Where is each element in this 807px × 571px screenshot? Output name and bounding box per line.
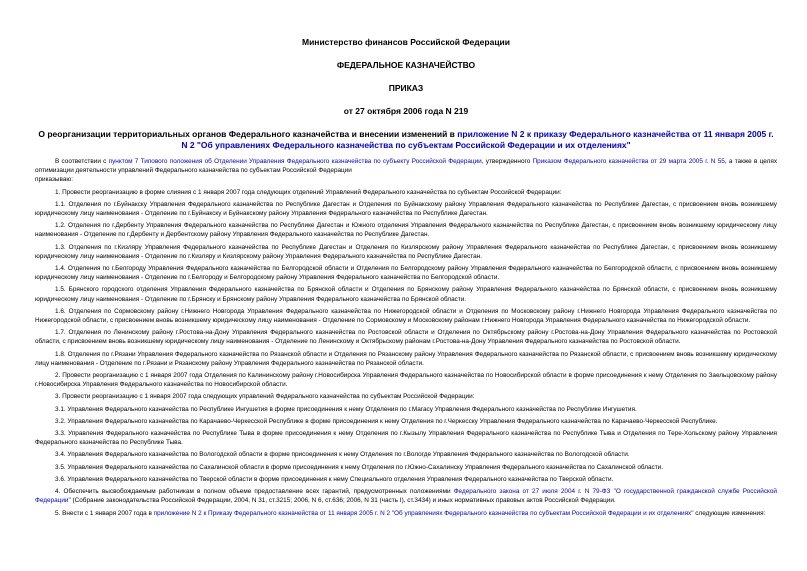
doc-date-number: от 27 октября 2006 года N 219 [343,106,469,116]
document-body [35,157,777,518]
treasury-heading: ФЕДЕРАЛЬНОЕ КАЗНАЧЕЙСТВО [336,60,476,70]
paragraph-3: 3. Провести реорганизацию с 1 января 2007 года следующих управлений Федерального казначейства по субъектам Российской Федерации: [55,393,475,401]
title-link-order-2[interactable]: приложение N 2 к приказу Федерального казначейства от 11 января 2005 г. N 2 "Об управлениях Федерального казначейства по субъектам Российской Федерации и их отделениях" [181,129,774,150]
link-federal-law-79fz[interactable]: Федерального закона от 27 июля 2004 г. N 79-ФЗ "О государственной гражданской службе Российской Федерации" [35,488,777,505]
paragraph-1-8: 1.8. Отделения по г.Рязани Управления Федерального казначейства по Рязанской области и Отделения по Рязанскому району Управления Федерального казначейства по Рязанской области, с присвоением вновь возникшему юридическому лицу наименования - Отделение по г.Рязани и Рязанскому району Управления Федерального казначейства по Рязанской области. [35,350,777,367]
p5-text-2: следующие изменения: [693,509,766,517]
paragraph-2: 2. Провести реорганизацию с 1 января 2007 года Отделения по Калининскому району г.Новосибирска Управления Федерального казначейства по Новосибирской области в форме присоединения к нему Отделения по Заельцовскому району г.Новосибирска Управления Федерального казначейства по Новосибирской области. [35,372,777,389]
paragraph-5 [35,509,777,518]
paragraph-1-4: 1.4. Отделения по г.Белгороду Управления Федерального казначейства по Белгородской области и Отделения по Белгородскому району Управления Федерального казначейства по Белгородской области, с присвоением вновь возникшему юридическому лицу наименования - Отделение по г.Белгороду и Белгородскому району Управления Федерального казначейства по Белгородской области. [35,265,777,282]
p5-text-1: 5. Внести с 1 января 2007 года в [55,509,154,517]
paragraph-3-6: 3.6. Управления Федерального казначейства по Тверской области в форме присоединения к нему Специального отделения Управления Федерального казначейства по Тверской области. [55,475,614,483]
link-order-55[interactable]: Приказом Федерального казначейства от 29 марта 2005 г. N 55 [532,158,725,165]
p4-text-2: (Собрание законодательства Российской Федерации, 2004, N 31, ст.3215; 2006, N 6, ст.636; 2006, N 31 (часть I), ст.3434) и иных нормативных правовых актов Российской Федерации. [70,497,616,505]
paragraph-1: 1. Провести реорганизацию в форме слияния с 1 января 2007 года следующих отделений Управлений Федерального казначейства по субъектам Российской Федерации: [55,188,562,196]
paragraph-3-4: 3.4. Управления Федерального казначейства по Вологодской области в форме присоединения к нему Отделения по г.Вологде Управления Федерального казначейства по Вологодской области. [55,451,630,459]
link-typical-regulation[interactable]: пунктом 7 Типового положения об Отделении Управления Федерального казначейства по субъекту Российской Федерации [108,158,482,165]
intro-text-3: , а также в целях оптимизации деятельности управлений Федерального казначейства по субъектам Российской Федерации [35,158,778,175]
link-appendix-2-order-2[interactable]: приложение N 2 к Приказу Федерального казначейства от 11 января 2005 г. N 2 "Об управлениях Федерального казначейства по субъектам Российской Федерации и их отделениях" [153,509,694,517]
doc-type-heading: ПРИКАЗ [388,83,424,93]
ministry-heading: Министерство финансов Российской Федерации [302,37,510,47]
document-title [35,129,777,151]
paragraph-3-3: 3.3. Управления Федерального казначейства по Республике Тыва в форме присоединения к нему Отделения по г.Кызылу Управления Федерального казначейства по Республике Тыва и Отделения по Тере-Хольскому району Управления Федерального казначейства по Республике Тыва. [35,430,777,447]
p4-text-1: 4. Обеспечить высвобождаемым работникам в полном объеме предоставление всех гарантий, предусмотренных положениями [55,488,454,496]
paragraph-3-5: 3.5. Управления Федерального казначейства по Сахалинской области в форме присоединения к нему Отделения по г.Южно-Сахалинску Управления Федерального казначейства по Сахалинской области. [55,463,663,471]
paragraph-1-2: 1.2. Отделения по г.Дербенту Управления Федерального казначейства по Республике Дагестан и Южного отделения Управления Федерального казначейства по Республике Дагестан, с присвоением вновь возникшему юридическому лицу наименования - Отделение по г.Дербенту и Дербентскому району Управления Федерального казначейства по Республике Дагестан. [35,222,777,239]
paragraph-3-1: 3.1. Управления Федерального казначейства по Республике Ингушетия в форме присоединения к нему Отделения по г.Магасу Управления Федерального казначейства по Республике Ингушетия. [55,405,637,413]
paragraph-1-7: 1.7. Отделения по Ленинскому району г.Ростова-на-Дону Управления Федерального казначейства по Ростовской области и Отделения по Октябрьскому району г.Ростова-на-Дону Управления Федерального казначейства по Ростовской области, с присвоением вновь возникшему юридическому лицу наименования - Отделение по Ленинскому и Октябрьскому районам г.Ростова-на-Дону Управления Федерального казначейства по Ростовской области. [35,329,777,346]
intro-paragraph [35,157,777,175]
paragraph-3-2: 3.2. Управления Федерального казначейства по Карачаево-Черкесской Республике в форме присоединения к нему Отделения по г.Черкесску Управления Федерального казначейства по Карачаево-Черкесской Республике. [55,417,718,425]
order-word: приказываю: [35,176,73,184]
paragraph-1-1: 1.1. Отделения по г.Буйнакску Управления Федерального казначейства по Республике Дагестан и Отделения по Буйнакскому району Управления Федерального казначейства по Республике Дагестан, с присвоением вновь возникшему юридическому лицу наименования - Отделение по г.Буйнакску и Буйнакскому району Управления Федерального казначейства по Республике Дагестан. [35,200,777,218]
intro-text-2: , утвержденного [481,158,533,165]
title-prefix: О реорганизации территориальных органов Федерального казначейства и внесении изменений в [38,129,458,139]
paragraph-1-6: 1.6. Отделения по Сормовскому району г.Нижнего Новгорода Управления Федерального казначейства по Нижегородской области и Отделения по Московскому району г.Нижнего Новгорода Управления Федерального казначейства по Нижегородской области, с присвоением вновь возникшему юридическому лицу наименования - Отделение по Сормовскому и Московскому районам г.Нижнего Новгорода Управления Федерального казначейства по Нижегородской области. [35,307,777,325]
paragraph-4 [35,487,777,505]
paragraph-1-5: 1.5. Брянского городского отделения Управления Федерального казначейства по Брянской области и Отделения по Брянскому району Управления Федерального казначейства по Брянской области, с присвоением вновь возникшему юридическому лицу наименования - Отделение по г.Брянску и Брянскому району Управления Федерального казначейства по Брянской области. [35,286,777,303]
paragraph-1-3: 1.3. Отделения по г.Кизляру Управления Федерального казначейства по Республике Дагестан и Отделения по Кизлярскому району Управления Федерального казначейства по Республике Дагестан, с присвоением вновь возникшему юридическому лицу наименования - Отделение по г.Кизляру и Кизлярскому району Управления Федерального казначейства по Республике Дагестан. [35,243,777,260]
intro-text-1: В соответствии с [55,158,109,165]
